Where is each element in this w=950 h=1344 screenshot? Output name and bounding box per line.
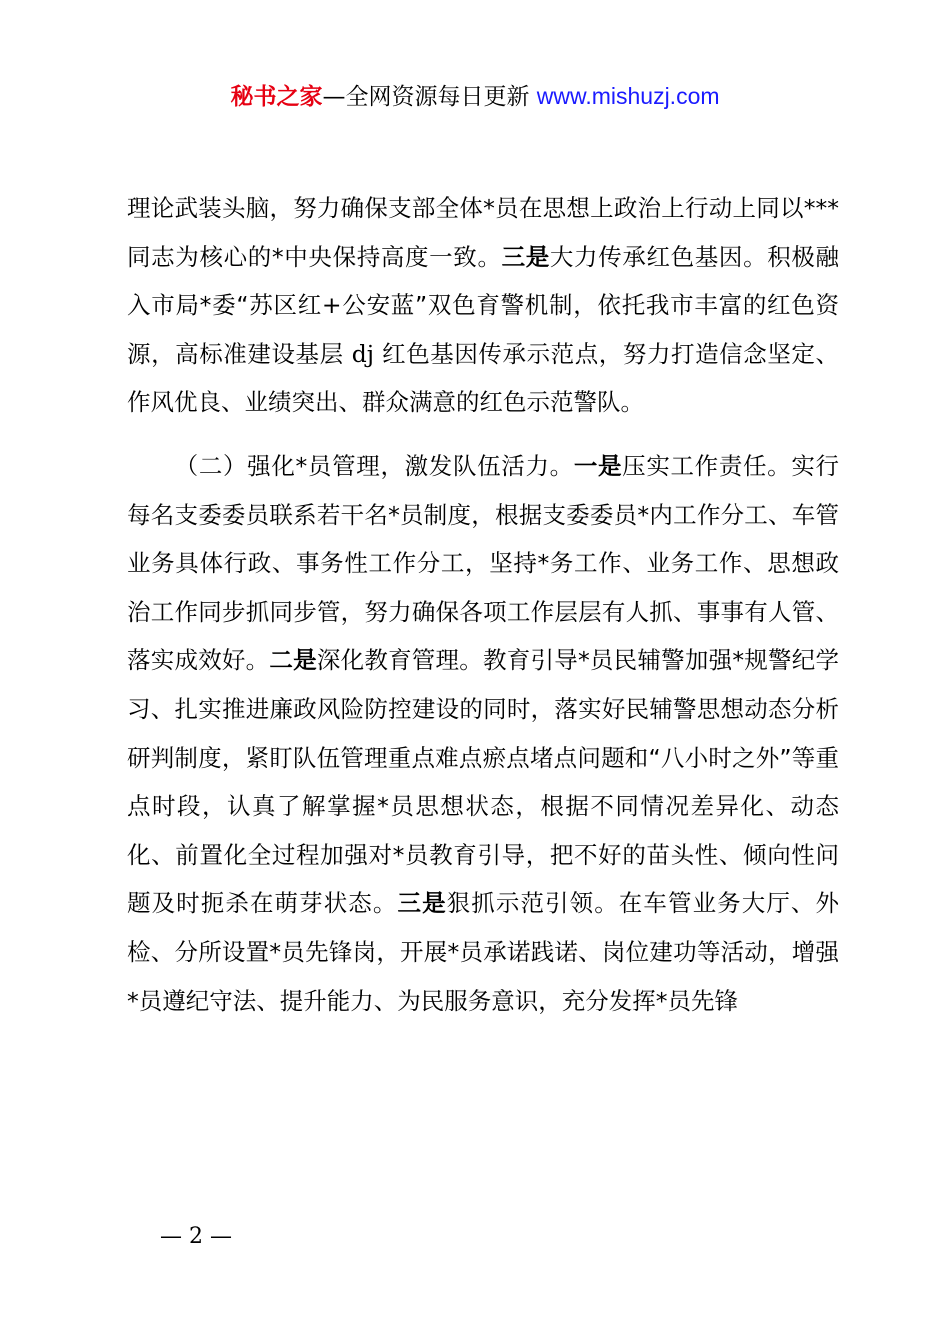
paragraph-2-text-4: 狠抓示范引领。在车管业务大厅、外检、分所设置*员先锋岗，开展*员承诺践诺、岗位建功等活动，增强*员遵纪守法、提升能力、为民服务意识，充分发挥*员先锋 bbox=[127, 889, 840, 1015]
paragraph-1-keyword-1: 三是 bbox=[501, 242, 550, 271]
document-body bbox=[127, 184, 839, 1025]
paragraph-1-text-3: dj bbox=[351, 339, 375, 368]
header-url-link[interactable]: www.mishuzj.com bbox=[536, 83, 720, 109]
header-tagline: —全网资源每日更新 bbox=[322, 84, 530, 110]
paragraph-2-keyword-3: 三是 bbox=[397, 889, 447, 918]
paragraph-2 bbox=[127, 442, 839, 1025]
paragraph-1-text-2: 大力传承红色基因。积极融入市局*委“苏区红+公安蓝”双色育警机制，依托我市丰富的红色资源，高标准建设基层 bbox=[127, 242, 840, 368]
paragraph-1-text-1: 理论武装头脑，努力确保支部全体*员在思想上政治上行动上同以***同志为核心的*中央保持高度一致。 bbox=[127, 194, 839, 271]
paragraph-2-text-3: 深化教育管理。教育引导*员民辅警加强*规警纪学习、扎实推进廉政风险防控建设的同时，落实好民辅警思想动态分析研判制度，紧盯队伍管理重点难点瘀点堵点问题和“八小时之外”等重点时段，认真了解掌握*员思想状态，根据不同情况差异化、动态化、前置化全过程加强对*员教育引导，把不好的苗头性、倾向性问题及时扼杀在萌芽状态。 bbox=[127, 646, 840, 918]
page-number: — 2 — bbox=[160, 1224, 232, 1249]
paragraph-1-text-4: 红色基因传承示范点，努力打造信念坚定、作风优良、业绩突出、群众满意的红色示范警队。 bbox=[127, 339, 839, 417]
paragraph-2-text-1: （二）强化*员管理，激发队伍活力。 bbox=[174, 451, 574, 480]
paragraph-2-keyword-1: 一是 bbox=[573, 451, 623, 480]
paragraph-2-text-2: 压实工作责任。实行每名支委委员联系若干名*员制度，根据支委委员*内工作分工、车管业务具体行政、事务性工作分工，坚持*务工作、业务工作、思想政治工作同步抓同步管，努力确保各项工作层层有人抓、事事有人管、落实成效好。 bbox=[127, 451, 840, 675]
paragraph-1 bbox=[127, 184, 839, 427]
header-brand: 秘书之家 bbox=[230, 84, 323, 110]
paragraph-2-keyword-2: 二是 bbox=[269, 646, 317, 675]
page-header bbox=[0, 78, 950, 115]
